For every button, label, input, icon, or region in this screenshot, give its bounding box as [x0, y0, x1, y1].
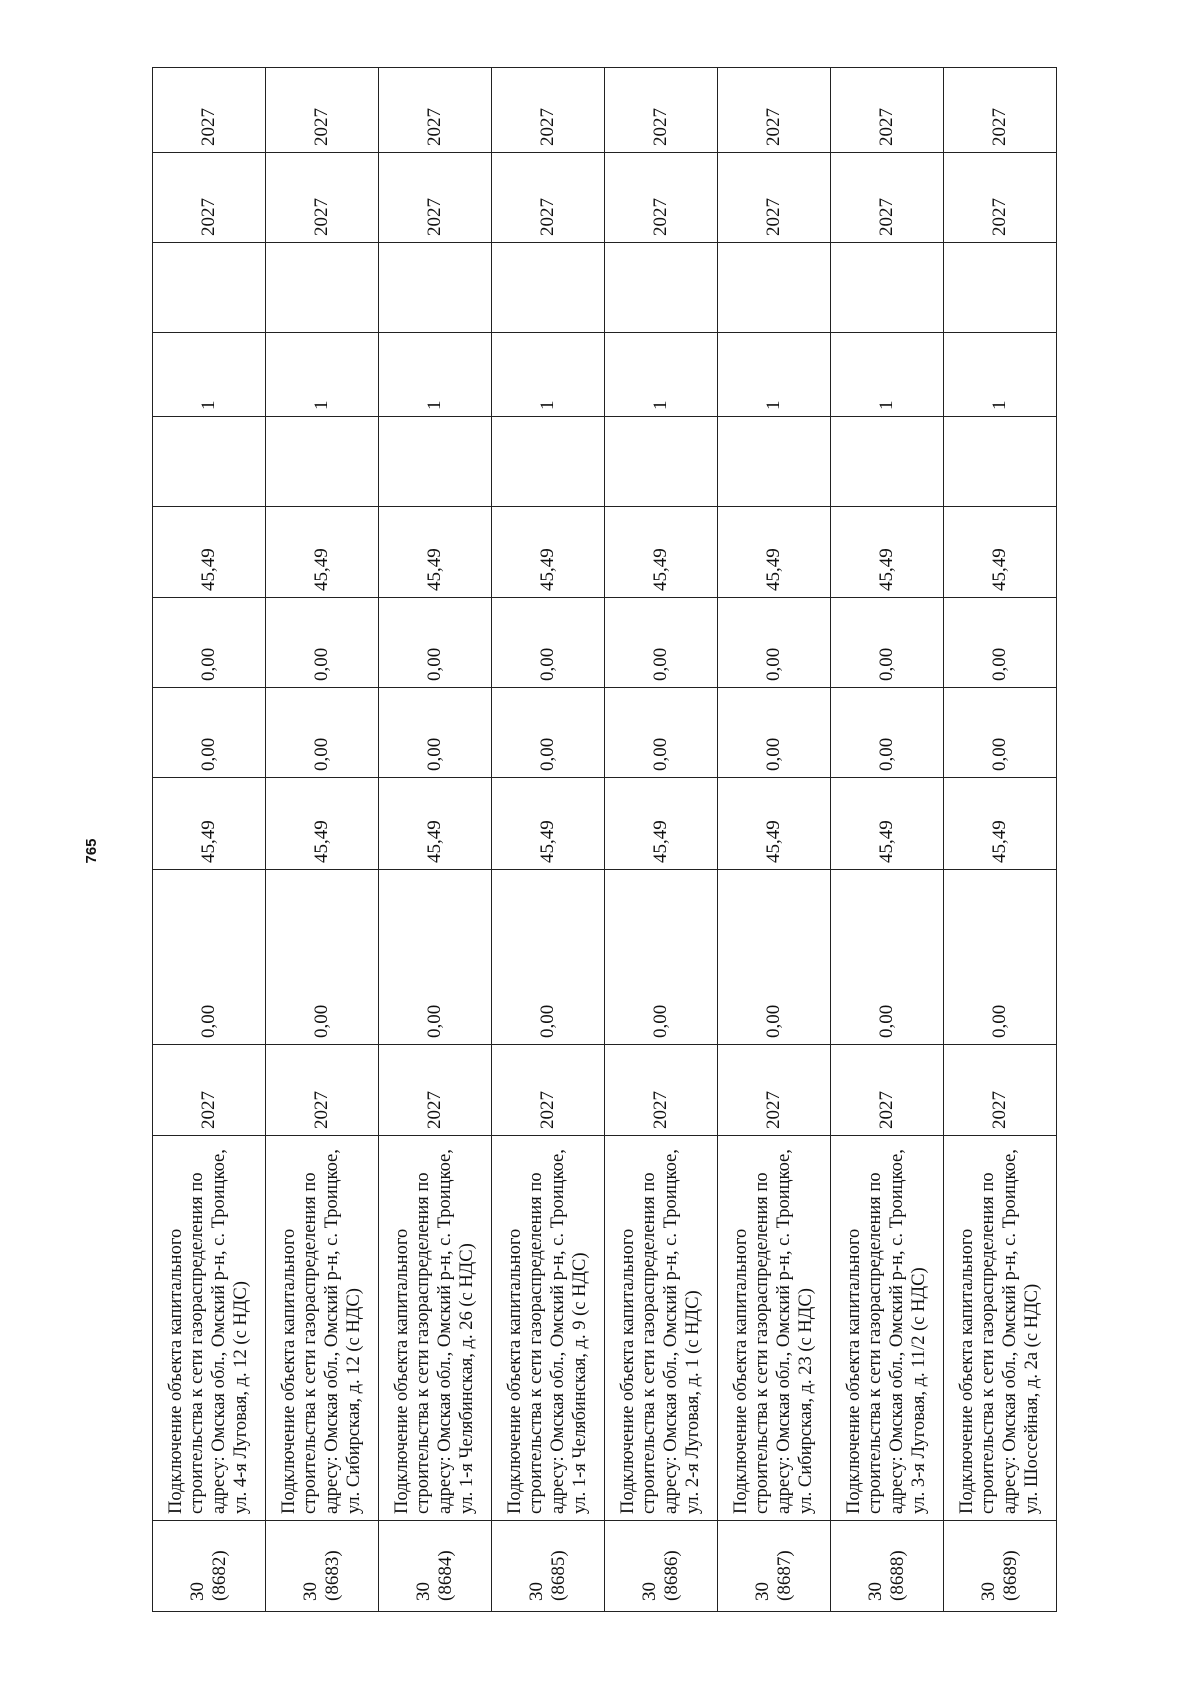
- description-line: адресу: Омская обл., Омский р-н, с. Троицкое,: [887, 1149, 907, 1514]
- count-cell: 1: [831, 333, 944, 417]
- description-line: строительства к сети газораспределения по: [978, 1172, 999, 1514]
- table-row: [944, 68, 1057, 1612]
- value-cell-5: 45,49: [831, 507, 944, 598]
- value-cell-3: 0,00: [379, 688, 492, 778]
- description-line: ул. Сибирская, д. 12 (с НДС): [343, 1288, 364, 1514]
- year-start-cell: 2027: [831, 153, 944, 243]
- year-start-cell: 2027: [266, 153, 379, 243]
- value-cell-3: 0,00: [718, 688, 831, 778]
- description-line: Подключение объекта капитального: [730, 1228, 751, 1514]
- row-number: 30: [752, 1582, 774, 1601]
- row-code: (8684): [435, 1550, 456, 1601]
- description-cell: [831, 1136, 944, 1521]
- description-cell: [492, 1136, 605, 1521]
- value-cell-3: 0,00: [153, 688, 266, 778]
- empty-cell: [944, 417, 1057, 507]
- year-end-cell: 2027: [718, 68, 831, 153]
- value-cell-5: 45,49: [944, 507, 1057, 598]
- value-cell-5: 45,49: [153, 507, 266, 598]
- row-code: (8689): [1000, 1550, 1021, 1601]
- empty-cell: [944, 243, 1057, 333]
- empty-cell: [605, 243, 718, 333]
- value-cell-2: 45,49: [153, 778, 266, 870]
- row-number: 30: [639, 1582, 661, 1601]
- empty-cell: [153, 417, 266, 507]
- table-row: [266, 68, 379, 1612]
- year-start-cell: 2027: [605, 153, 718, 243]
- year-start-cell: 2027: [379, 153, 492, 243]
- value-cell-2: 45,49: [831, 778, 944, 870]
- row-number: 30: [187, 1582, 209, 1601]
- count-cell: 1: [718, 333, 831, 417]
- count-cell: 1: [379, 333, 492, 417]
- row-number-cell: [492, 1521, 605, 1612]
- description-line: ул. 1-я Челябинская, д. 26 (с НДС): [456, 1243, 477, 1514]
- value-cell-4: 0,00: [379, 598, 492, 688]
- page-number: 765: [83, 838, 100, 864]
- description-line: строительства к сети газораспределения по: [413, 1172, 434, 1514]
- row-number-cell: [605, 1521, 718, 1612]
- year-end-cell: 2027: [831, 68, 944, 153]
- table-row: [379, 68, 492, 1612]
- description-line: ул. Шоссейная, д. 2а (с НДС): [1021, 1283, 1042, 1514]
- description-cell: [266, 1136, 379, 1521]
- value-cell-2: 45,49: [944, 778, 1057, 870]
- count-cell: 1: [153, 333, 266, 417]
- empty-cell: [492, 417, 605, 507]
- year-cell: 2027: [605, 1045, 718, 1136]
- description-line: адресу: Омская обл., Омский р-н, с. Троицкое,: [548, 1149, 568, 1514]
- year-start-cell: 2027: [944, 153, 1057, 243]
- description-cell: [944, 1136, 1057, 1521]
- description-line: ул. 4-я Луговая, д. 12 (с НДС): [230, 1281, 251, 1514]
- row-code: (8682): [209, 1550, 230, 1601]
- year-end-cell: 2027: [605, 68, 718, 153]
- count-cell: 1: [605, 333, 718, 417]
- value-cell-2: 45,49: [379, 778, 492, 870]
- row-number-cell: [379, 1521, 492, 1612]
- year-end-cell: 2027: [266, 68, 379, 153]
- description-cell: [379, 1136, 492, 1521]
- year-end-cell: 2027: [492, 68, 605, 153]
- value-cell-5: 45,49: [379, 507, 492, 598]
- description-line: строительства к сети газораспределения по: [300, 1172, 321, 1514]
- empty-cell: [379, 243, 492, 333]
- count-cell: 1: [492, 333, 605, 417]
- value-cell-1: 0,00: [944, 870, 1057, 1045]
- row-code: (8683): [322, 1550, 343, 1601]
- year-cell: 2027: [492, 1045, 605, 1136]
- table-row: [492, 68, 605, 1612]
- rotated-table-container: [152, 78, 1057, 1612]
- description-line: строительства к сети газораспределения по: [526, 1172, 547, 1514]
- value-cell-5: 45,49: [605, 507, 718, 598]
- row-number: 30: [526, 1582, 548, 1601]
- value-cell-4: 0,00: [492, 598, 605, 688]
- row-code: (8688): [887, 1550, 908, 1601]
- row-code: (8685): [548, 1550, 569, 1601]
- empty-cell: [605, 417, 718, 507]
- table-row: [153, 68, 266, 1612]
- value-cell-1: 0,00: [153, 870, 266, 1045]
- empty-cell: [153, 243, 266, 333]
- year-cell: 2027: [153, 1045, 266, 1136]
- row-code: (8686): [661, 1550, 682, 1601]
- value-cell-2: 45,49: [605, 778, 718, 870]
- empty-cell: [492, 243, 605, 333]
- value-cell-1: 0,00: [718, 870, 831, 1045]
- year-cell: 2027: [266, 1045, 379, 1136]
- year-cell: 2027: [944, 1045, 1057, 1136]
- value-cell-4: 0,00: [266, 598, 379, 688]
- description-line: ул. 2-я Луговая, д. 1 (с НДС): [682, 1290, 703, 1514]
- row-number-cell: [944, 1521, 1057, 1612]
- description-line: Подключение объекта капитального: [617, 1228, 638, 1514]
- value-cell-2: 45,49: [492, 778, 605, 870]
- description-line: ул. Сибирская, д. 23 (с НДС): [795, 1288, 816, 1514]
- value-cell-3: 0,00: [605, 688, 718, 778]
- empty-cell: [718, 417, 831, 507]
- row-number: 30: [413, 1582, 435, 1601]
- value-cell-4: 0,00: [944, 598, 1057, 688]
- year-end-cell: 2027: [944, 68, 1057, 153]
- count-cell: 1: [944, 333, 1057, 417]
- empty-cell: [831, 417, 944, 507]
- description-line: строительства к сети газораспределения по: [752, 1172, 773, 1514]
- value-cell-4: 0,00: [605, 598, 718, 688]
- description-line: Подключение объекта капитального: [391, 1228, 412, 1514]
- value-cell-1: 0,00: [379, 870, 492, 1045]
- value-cell-5: 45,49: [266, 507, 379, 598]
- empty-cell: [718, 243, 831, 333]
- row-number-cell: [266, 1521, 379, 1612]
- empty-cell: [266, 417, 379, 507]
- row-code: (8687): [774, 1550, 795, 1601]
- row-number: 30: [865, 1582, 887, 1601]
- year-cell: 2027: [831, 1045, 944, 1136]
- description-line: Подключение объекта капитального: [278, 1228, 299, 1514]
- data-table: [152, 67, 1057, 1612]
- year-end-cell: 2027: [153, 68, 266, 153]
- value-cell-1: 0,00: [605, 870, 718, 1045]
- description-line: Подключение объекта капитального: [165, 1228, 186, 1514]
- description-line: ул. 1-я Челябинская, д. 9 (с НДС): [569, 1252, 590, 1514]
- table-row: [605, 68, 718, 1612]
- row-number: 30: [978, 1582, 1000, 1601]
- description-cell: [153, 1136, 266, 1521]
- row-number-cell: [153, 1521, 266, 1612]
- description-line: адресу: Омская обл., Омский р-н, с. Троицкое,: [1000, 1149, 1020, 1514]
- description-line: строительства к сети газораспределения по: [639, 1172, 660, 1514]
- row-number-cell: [718, 1521, 831, 1612]
- value-cell-1: 0,00: [831, 870, 944, 1045]
- empty-cell: [379, 417, 492, 507]
- description-line: адресу: Омская обл., Омский р-н, с. Троицкое,: [435, 1149, 455, 1514]
- year-cell: 2027: [379, 1045, 492, 1136]
- value-cell-2: 45,49: [718, 778, 831, 870]
- table-row: [831, 68, 944, 1612]
- value-cell-3: 0,00: [944, 688, 1057, 778]
- table-row: [718, 68, 831, 1612]
- value-cell-1: 0,00: [266, 870, 379, 1045]
- value-cell-1: 0,00: [492, 870, 605, 1045]
- year-end-cell: 2027: [379, 68, 492, 153]
- value-cell-4: 0,00: [831, 598, 944, 688]
- year-start-cell: 2027: [153, 153, 266, 243]
- year-start-cell: 2027: [718, 153, 831, 243]
- description-cell: [605, 1136, 718, 1521]
- value-cell-4: 0,00: [153, 598, 266, 688]
- count-cell: 1: [266, 333, 379, 417]
- description-line: ул. 3-я Луговая, д. 11/2 (с НДС): [908, 1267, 929, 1514]
- description-line: строительства к сети газораспределения по: [187, 1172, 208, 1514]
- year-start-cell: 2027: [492, 153, 605, 243]
- description-line: адресу: Омская обл., Омский р-н, с. Троицкое,: [774, 1149, 794, 1514]
- value-cell-3: 0,00: [492, 688, 605, 778]
- value-cell-3: 0,00: [266, 688, 379, 778]
- description-line: адресу: Омская обл., Омский р-н, с. Троицкое,: [209, 1149, 229, 1514]
- description-line: адресу: Омская обл., Омский р-н, с. Троицкое,: [322, 1149, 342, 1514]
- value-cell-3: 0,00: [831, 688, 944, 778]
- description-line: Подключение объекта капитального: [504, 1228, 525, 1514]
- description-line: строительства к сети газораспределения по: [865, 1172, 886, 1514]
- value-cell-4: 0,00: [718, 598, 831, 688]
- description-line: Подключение объекта капитального: [956, 1228, 977, 1514]
- row-number: 30: [300, 1582, 322, 1601]
- empty-cell: [266, 243, 379, 333]
- year-cell: 2027: [718, 1045, 831, 1136]
- value-cell-5: 45,49: [492, 507, 605, 598]
- description-cell: [718, 1136, 831, 1521]
- description-line: адресу: Омская обл., Омский р-н, с. Троицкое,: [661, 1149, 681, 1514]
- value-cell-5: 45,49: [718, 507, 831, 598]
- row-number-cell: [831, 1521, 944, 1612]
- value-cell-2: 45,49: [266, 778, 379, 870]
- empty-cell: [831, 243, 944, 333]
- description-line: Подключение объекта капитального: [843, 1228, 864, 1514]
